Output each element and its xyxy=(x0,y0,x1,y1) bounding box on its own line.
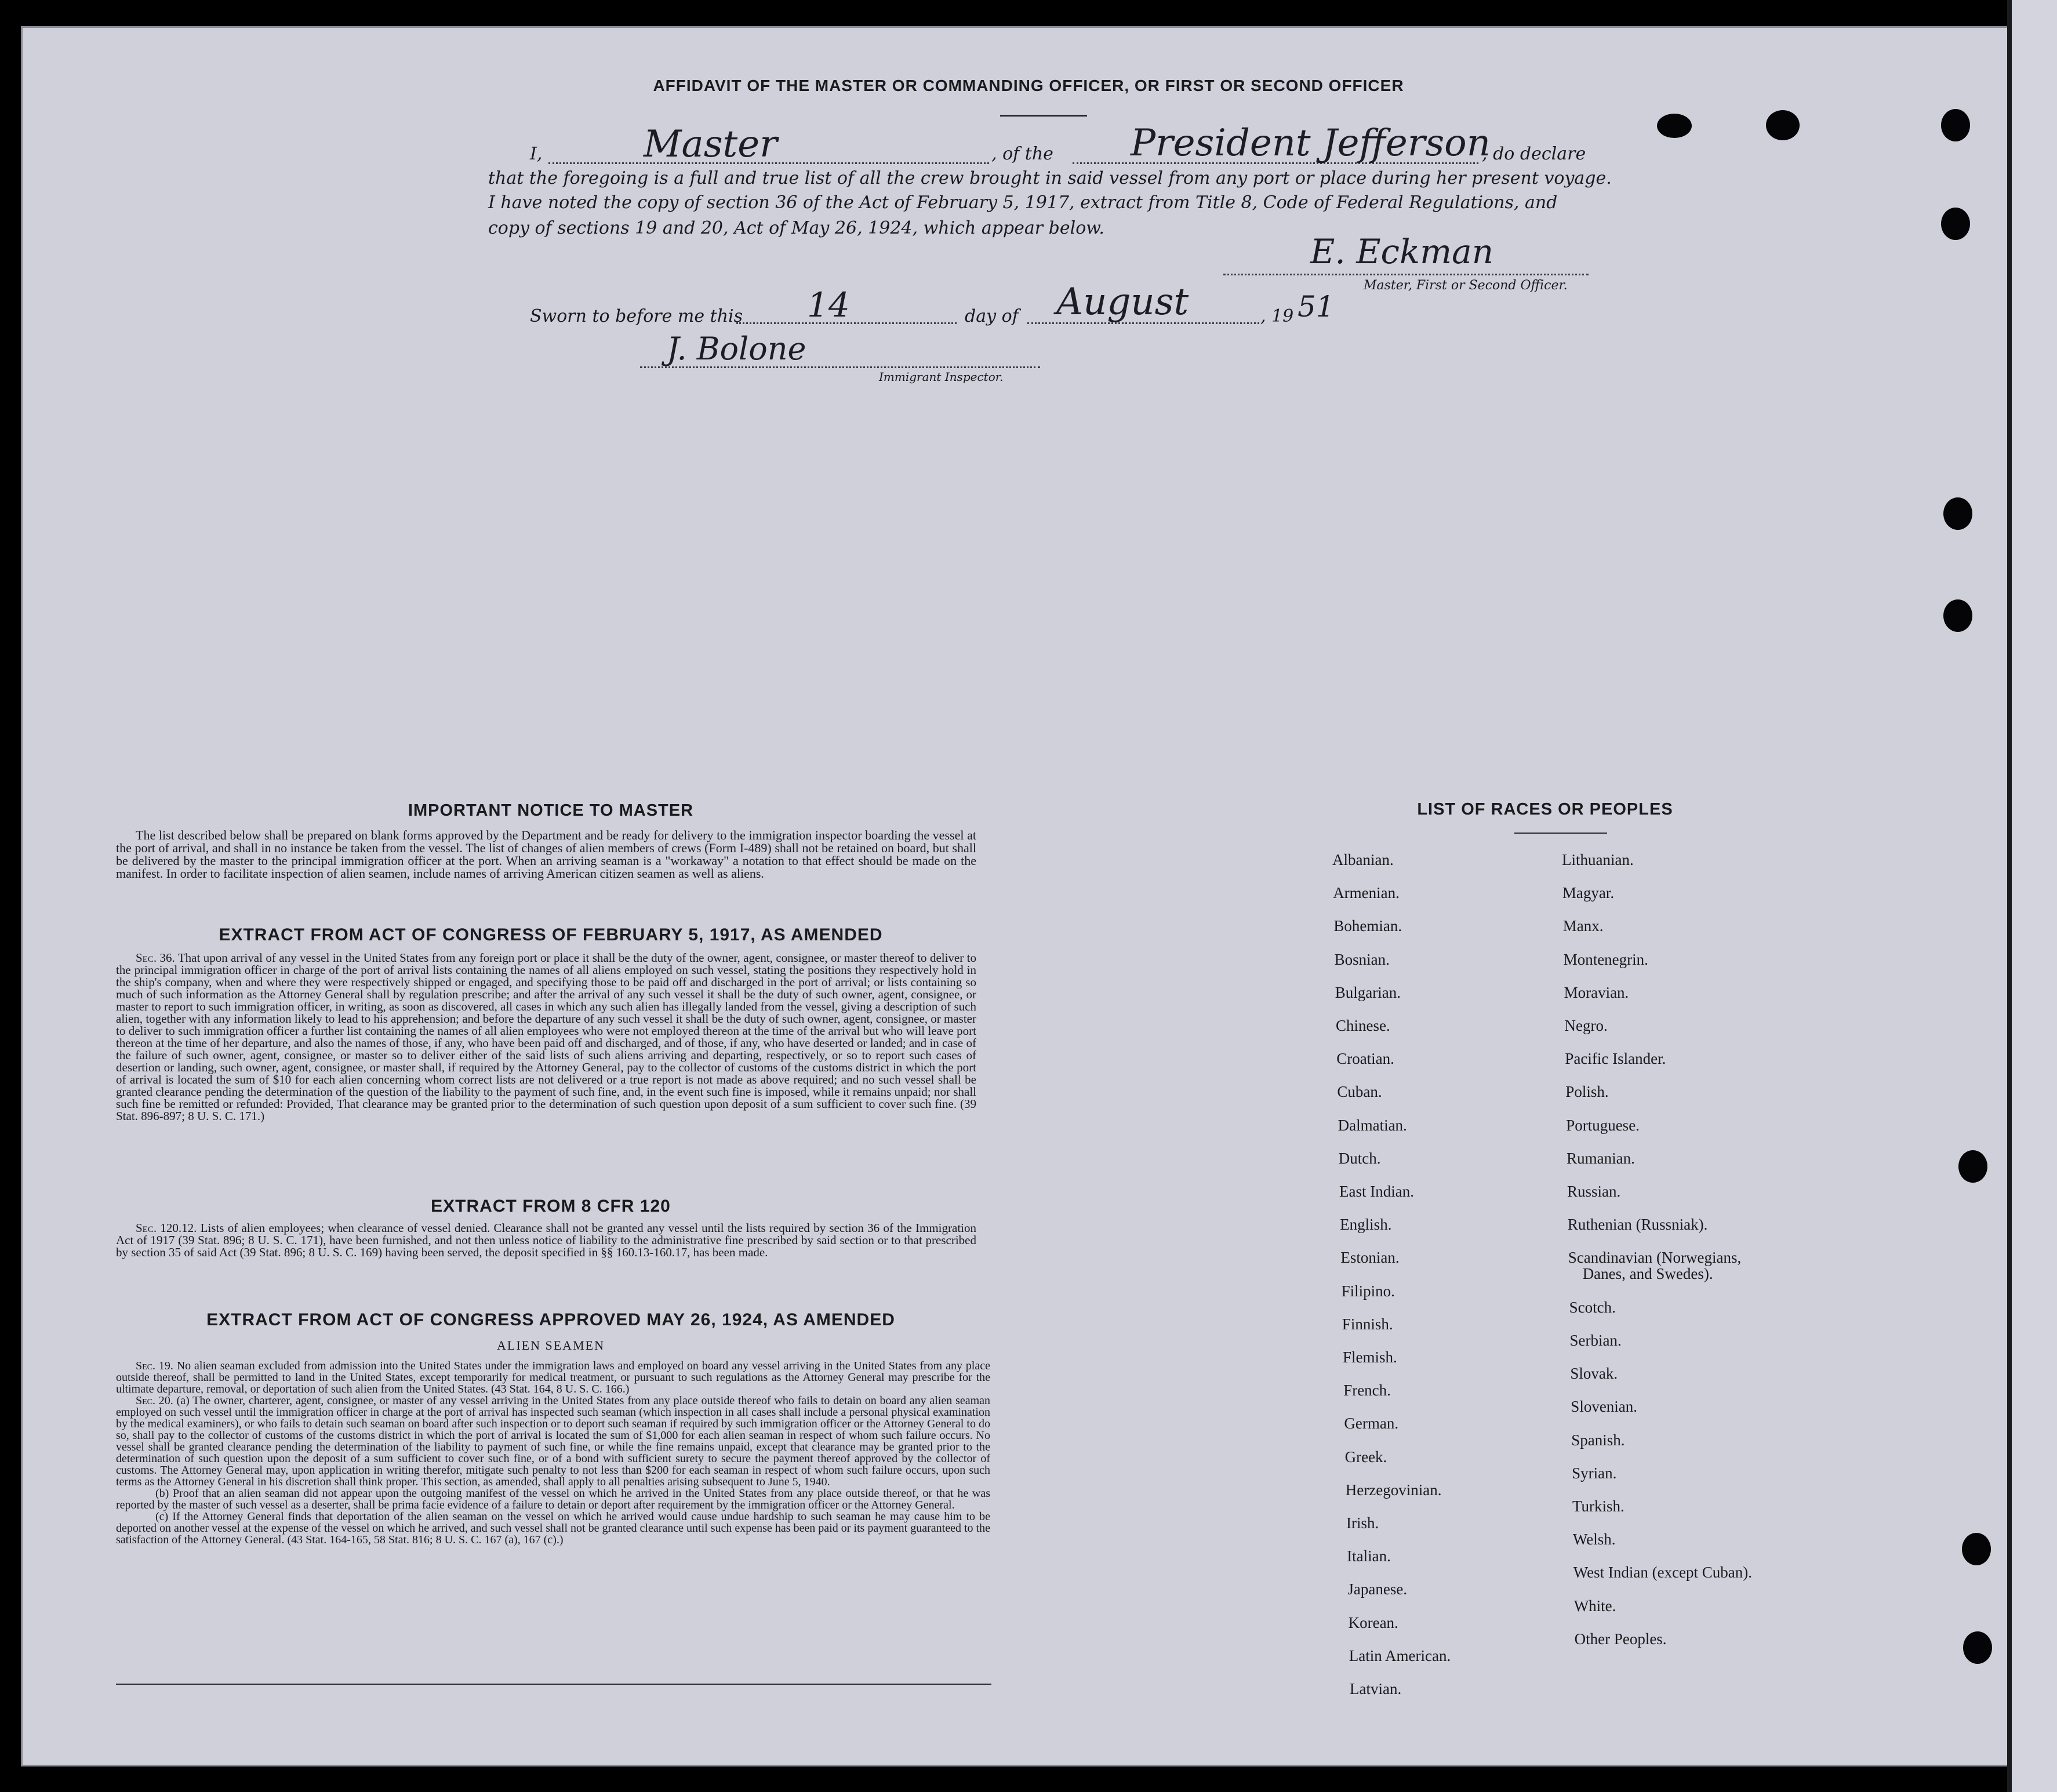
race-item: Finnish. xyxy=(1342,1315,1393,1333)
race-item: German. xyxy=(1344,1415,1399,1433)
race-item: Croatian. xyxy=(1336,1050,1394,1068)
year-prefix: , 19 xyxy=(1260,306,1294,326)
signature-caption: Master, First or Second Officer. xyxy=(1364,278,1568,293)
race-item: Dutch. xyxy=(1338,1149,1381,1167)
race-item: Estonian. xyxy=(1340,1249,1400,1267)
extract-1924-title: EXTRACT FROM ACT OF CONGRESS APPROVED MAY 26, 1924, AS AMENDED xyxy=(206,1310,895,1329)
race-item: White. xyxy=(1573,1597,1616,1615)
race-item: Chinese. xyxy=(1336,1017,1390,1034)
extract-cfr-body xyxy=(116,1222,976,1259)
punch-hole xyxy=(1958,1150,1987,1183)
year-handwritten: 51 xyxy=(1298,290,1335,323)
race-item: Scotch. xyxy=(1569,1298,1616,1316)
notice-text: The list described below shall be prepared on blank forms approved by the Department and be ready for delivery to the immigration inspector boarding the vessel at the port of arrival, and shall in no instance be taken from the vessel. The list of changes of alien members of crews (Form I-489) shall not be retained on board, but shall be delivered by the master to the principal immigration officer at the port. When an arriving seaman is a "workaway" a notation to that effect should be made on the manifest. In order to facilitate inspection of alien seamen, include names of arriving American citizen seamen as well as aliens. xyxy=(116,828,976,881)
title-underline xyxy=(1000,115,1087,117)
punch-hole xyxy=(1943,497,1972,530)
race-item: Flemish. xyxy=(1343,1348,1397,1366)
race-item: Rumanian. xyxy=(1567,1149,1635,1167)
race-item: Slovak. xyxy=(1570,1365,1618,1383)
punch-hole xyxy=(1941,208,1970,240)
race-item: Cuban. xyxy=(1337,1083,1382,1101)
of-the-label: , of the xyxy=(991,144,1053,164)
master-handwritten: Master xyxy=(644,123,777,166)
race-item: Serbian. xyxy=(1569,1332,1622,1349)
declaration-line-3: I have noted the copy of section 36 of the Act of February 5, 1917, extract from Title 8, Code of Federal Regulations, and xyxy=(488,192,1558,213)
race-item: Polish. xyxy=(1565,1083,1609,1101)
race-item: Slovenian. xyxy=(1571,1398,1638,1416)
day-of-label: day of xyxy=(965,306,1019,326)
race-item: East Indian. xyxy=(1339,1183,1414,1200)
sec-20-label: Sec. 20. xyxy=(136,1394,173,1407)
alien-seamen-subtitle: ALIEN SEAMEN xyxy=(497,1338,605,1353)
race-item: Other Peoples. xyxy=(1574,1630,1667,1648)
sec-20b-text: (b) Proof that an alien seaman did not appear upon the outgoing manifest of the vessel on which he arrived in the United States from any place outside thereof, or that he was reported by the master of such vessel as a deserter, shall be prima facie evidence of a failure to detain or deport after requirement by the immigration officer or the Attorney General. xyxy=(116,1487,990,1511)
sec-19-text: No alien seaman excluded from admission into the United States under the immigration laws and employed on board any vessel arriving in the United States from any place outside thereof, shall be permitted to land in the United States, except temporarily for medical treatment, or pursuant to such regulations as the Attorney General may prescribe for the ultimate departure, removal, or deportation of such alien from the United States. (43 Stat. 164, 8 U. S. C. 166.) xyxy=(116,1360,990,1395)
race-item: Korean. xyxy=(1348,1613,1398,1631)
signature-line xyxy=(1223,274,1589,275)
sec-36-text: That upon arrival of any vessel in the United States from any foreign port or place it shall be the duty of the owner, agent, consignee, or master thereof to deliver to the principal immigration officer in charge of the port of arrival lists containing the names of all aliens employed on such vessel, stating the positions they respectively hold in the ship's company, when and where they were respectively shipped or engaged, and specifying those to be paid off and discharged in the port of arrival; or lists containing so much of such information as the Attorney General shall by regulation prescribe; and after the arrival of any such vessel it shall be the duty of such owner, agent, consignee, or master to report to such immigration officer, in writing, as soon as discovered, all cases in which any such alien has illegally landed from the vessel, giving a description of such alien, together with any information likely to lead to his apprehension; and before the departure of any such vessel it shall be the duty of such owner, agent, consignee, or master to deliver to such immigration officer a further list containing the names of all alien employees who were not employed thereon at the time of the arrival but who will leave port thereon at the time of her departure, and also the names of those, if any, who have been paid off and discharged, and of those, if any, who have deserted or landed; and in case of the failure of such owner, agent, consignee, or master so to deliver either of the said lists of such aliens arriving and departing, respectively, or so to report such cases of desertion or landing, such owner, agent, consignee, or master shall, if required by the Attorney General, pay to the collector of customs of the customs district in which the port of arrival is located the sum of $10 for each alien concerning whom correct lists are not delivered or a true report is not made as above required; and no such vessel shall be granted clearance pending the determination of the question of the liability to the payment of such fine, and, in the event such fine is imposed, while it remains unpaid; nor shall such fine be remitted or refunded: Provided, That clearance may be granted prior to the determination of such question upon deposit of a sum sufficient to cover such fine. (39 Stat. 896-897; 8 U. S. C. 171.) xyxy=(116,951,976,1123)
extract-cfr-title: EXTRACT FROM 8 CFR 120 xyxy=(431,1197,671,1216)
vessel-handwritten: President Jefferson xyxy=(1131,122,1491,165)
declaration-line-4: copy of sections 19 and 20, Act of May 26, 1924, which appear below. xyxy=(488,218,1104,238)
notice-title: IMPORTANT NOTICE TO MASTER xyxy=(408,801,694,820)
sec-120-12-text: Lists of alien employees; when clearance of vessel denied. Clearance shall not be granted any vessel until the lists required by section 36 of the Immigration Act of 1917 (39 Stat. 896; 8 U. S. C. 171), have been furnished, and not then unless notice of liability to the administrative fine prescribed by said section or to that prescribed by section 35 of said Act (39 Stat. 896; 8 U. S. C. 169) having been served, the deposit specified in §§ 160.13-160.17, has been made. xyxy=(116,1221,976,1259)
extract-1917-title: EXTRACT FROM ACT OF CONGRESS OF FEBRUARY 5, 1917, AS AMENDED xyxy=(219,925,883,944)
race-item: Scandinavian (Norwegians, xyxy=(1568,1249,1742,1267)
bottom-rule xyxy=(116,1684,991,1685)
race-item: Welsh. xyxy=(1572,1531,1616,1549)
race-item: Danes, and Swedes). xyxy=(1582,1265,1713,1283)
race-item: Albanian. xyxy=(1332,851,1394,868)
sec-19-label: Sec. 19. xyxy=(136,1360,173,1372)
sec-120-12-label: Sec. 120.12. xyxy=(136,1221,197,1235)
race-item: Syrian. xyxy=(1572,1464,1617,1482)
binding-strip xyxy=(2012,0,2057,1792)
extract-1917-body xyxy=(116,952,976,1122)
race-item: Dalmatian. xyxy=(1338,1116,1407,1134)
sec-20c-text: (c) If the Attorney General finds that deportation of the alien seaman on the vessel on which he arrived would cause undue hardship to such seaman he may cause him to be deported on another vessel at the expense of the vessel on which he arrived, and such vessel shall not be granted clearance until such expense has been paid or its payment guaranteed to the satisfaction of the Attorney General. (43 Stat. 164-165, 58 Stat. 816; 8 U. S. C. 167 (a), 167 (c).) xyxy=(116,1510,990,1546)
sec-36-label: Sec. 36. xyxy=(136,951,175,965)
race-item: Greek. xyxy=(1344,1448,1387,1466)
race-item: Turkish. xyxy=(1572,1497,1624,1515)
punch-hole xyxy=(1766,110,1800,140)
race-item: French. xyxy=(1343,1382,1391,1400)
race-item: English. xyxy=(1340,1216,1392,1234)
race-item: Bulgarian. xyxy=(1335,983,1401,1001)
do-declare-label: , do declare xyxy=(1482,144,1586,164)
punch-hole xyxy=(1941,109,1970,141)
inspector-signature: J. Bolone xyxy=(667,330,806,367)
race-item: Pacific Islander. xyxy=(1565,1050,1666,1068)
affidavit-title: AFFIDAVIT OF THE MASTER OR COMMANDING OFFICER, OR FIRST OR SECOND OFFICER xyxy=(653,77,1404,94)
inspector-caption: Immigrant Inspector. xyxy=(879,370,1004,384)
race-item: Herzegovinian. xyxy=(1345,1481,1442,1499)
race-item: Japanese. xyxy=(1347,1580,1408,1598)
extract-1924-body xyxy=(116,1360,990,1546)
i-label: I, xyxy=(530,144,543,164)
race-item: Armenian. xyxy=(1333,884,1400,902)
month-handwritten: August xyxy=(1056,281,1189,323)
race-item: Negro. xyxy=(1564,1017,1608,1034)
punch-hole xyxy=(1962,1533,1991,1565)
race-item: Magyar. xyxy=(1562,884,1615,902)
race-item: Montenegrin. xyxy=(1563,950,1648,968)
day-handwritten: 14 xyxy=(807,285,850,325)
race-item: Ruthenian (Russniak). xyxy=(1567,1216,1708,1234)
race-item: Spanish. xyxy=(1571,1431,1625,1449)
races-title: LIST OF RACES OR PEOPLES xyxy=(1417,800,1673,819)
sec-20a-text: (a) The owner, charterer, agent, consignee, or master of any vessel arriving in the United States from any place outside thereof who fails to detain on board any alien seaman employed on such vessel until the immigration officer in charge at the port of arrival has inspected such seaman (which inspection in all cases shall include a personal physical examination by the medical examiners), or who fails to detain such seaman on board after such inspection or to deport such seaman if required by such immigration officer or the Attorney General to do so, shall pay to the collector of customs of the customs district in which the port of arrival is located the sum of $1,000 for each alien seaman in respect of whom such failure occurs. No vessel shall be granted clearance pending the determination of the liability to payment of such fine, or while the fine remains unpaid, except that clearance may be granted prior to the determination of such question upon the deposit of a sum sufficient to cover such fine, or of a bond with sufficient surety to secure the payment thereof approved by the collector of customs. The Attorney General may, upon application in writing therefor, mitigate such penalty to not less than $200 for each seaman in respect of whom such failure occurs, upon such terms as the Attorney General in his discretion shall think proper. This section, as amended, shall apply to all penalties arising subsequent to June 5, 1940. xyxy=(116,1394,991,1488)
declaration-line-2: that the foregoing is a full and true list of all the crew brought in said vessel from any port or place during her present voyage. xyxy=(488,168,1612,188)
races-title-underline xyxy=(1514,833,1607,834)
race-item: Moravian. xyxy=(1564,983,1629,1001)
race-item: Bohemian. xyxy=(1333,917,1402,935)
race-item: Irish. xyxy=(1346,1514,1379,1532)
punch-hole xyxy=(1657,114,1692,138)
race-item: Manx. xyxy=(1562,917,1604,935)
master-signature: E. Eckman xyxy=(1310,232,1494,271)
race-item: Latin American. xyxy=(1349,1646,1451,1664)
sworn-label: Sworn to before me this xyxy=(530,306,743,326)
punch-hole xyxy=(1963,1631,1992,1664)
race-item: West Indian (except Cuban). xyxy=(1573,1564,1753,1582)
race-item: Bosnian. xyxy=(1334,950,1390,968)
notice-body xyxy=(116,829,976,880)
race-item: Lithuanian. xyxy=(1562,851,1634,868)
race-item: Italian. xyxy=(1347,1547,1391,1565)
race-item: Filipino. xyxy=(1341,1282,1395,1300)
race-item: Latvian. xyxy=(1350,1680,1402,1698)
race-item: Portuguese. xyxy=(1566,1116,1640,1134)
punch-hole xyxy=(1943,599,1972,632)
race-item: Russian. xyxy=(1567,1183,1621,1200)
